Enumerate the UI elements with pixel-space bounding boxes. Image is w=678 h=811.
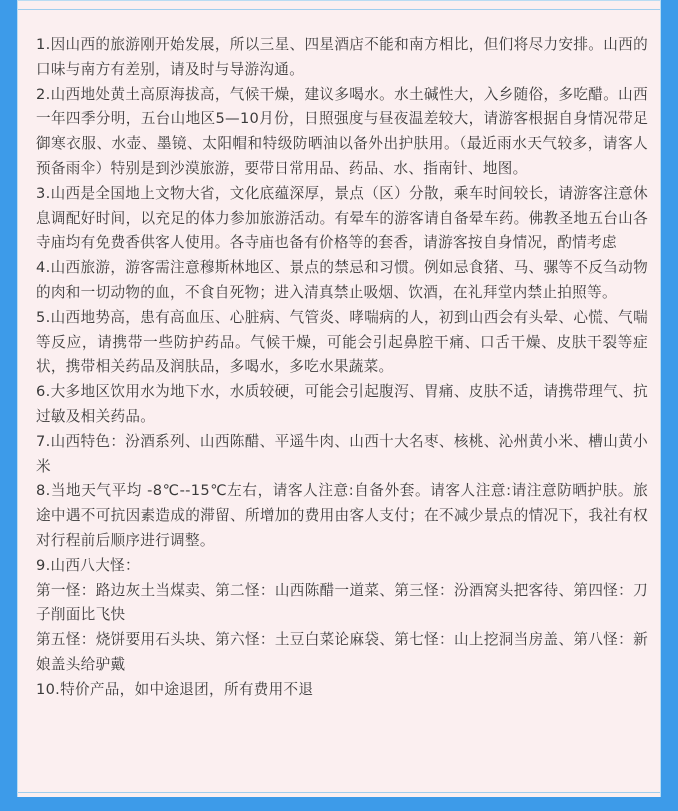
notice-panel: [17, 0, 661, 797]
note-9-oddities-1-4: 第一怪：路边灰土当煤卖、第二怪：山西陈醋一道菜、第三怪：汾酒窝头把客待、第四怪：刀子削面比飞快: [36, 581, 648, 624]
note-5: 5.山西地势高，患有高血压、心脏病、气管炎、哮喘病的人，初到山西会有头晕、心慌、气喘等反应，请携带一些防护药品。气候干燥，可能会引起鼻腔干痛、口舌干燥、皮肤干裂等症状，携带相关药品及润肤品，多喝水，多吃水果蔬菜。: [36, 308, 648, 376]
note-9-heading: 9.山西八大怪：: [36, 556, 140, 574]
note-4: 4.山西旅游，游客需注意穆斯林地区、景点的禁忌和习惯。例如忌食猪、马、骡等不反刍动物的肉和一切动物的血，不食自死物；进入清真禁止吸烟、饮酒，在礼拜堂内禁止拍照等。: [36, 259, 648, 301]
bottom-divider: [18, 792, 660, 793]
note-3: 3.山西是全国地上文物大省，文化底蕴深厚，景点（区）分散，乘车时间较长，请游客注意休息调配好时间，以充足的体力参加旅游活动。有晕车的游客请自备晕车药。佛教圣地五台山各寺庙均有免费香供客人使用。各寺庙也备有价格等的套香，请游客按自身情况，酌情考虑: [36, 184, 648, 252]
note-2: 2.山西地处黄土高原海拔高，气候干燥，建议多喝水。水土碱性大，入乡随俗，多吃醋。山西一年四季分明，五台山地区5—10月份，日照强度与昼夜温差较大，请游客根据自身情况带足御寒衣服、水壶、墨镜、太阳帽和特级防晒油以备外出护肤用。（最近雨水天气较多，请客人预备雨伞）特别是到沙漠旅游，要带日常用品、药品、水、指南针、地图。: [36, 85, 648, 177]
note-7: 7.山西特色：汾酒系列、山西陈醋、平遥牛肉、山西十大名枣、核桃、沁州黄小米、槽山黄小米: [36, 432, 648, 475]
note-9-oddities-5-8: 第五怪：烧饼要用石头块、第六怪：土豆白菜论麻袋、第七怪：山上挖洞当房盖、第八怪：新娘盖头给驴戴: [36, 631, 648, 673]
top-divider: [18, 9, 660, 10]
note-10: 10.特价产品，如中途退团，所有费用不退: [36, 680, 314, 698]
note-6: 6.大多地区饮用水为地下水，水质较硬，可能会引起腹泻、胃痛、皮肤不适，请携带理气、抗过敏及相关药品。: [36, 383, 648, 425]
note-8: 8.当地天气平均 -8℃--15℃左右，请客人注意:自备外套。请客人注意:请注意防晒护肤。旅途中遇不可抗因素造成的滞留、所增加的费用由客人支付；在不减少景点的情况下，我社有权对行程前后顺序进行调整。: [36, 482, 648, 549]
note-1: 1.因山西的旅游刚开始发展，所以三星、四星酒店不能和南方相比，但们将尽力安排。山西的口味与南方有差别，请及时与导游沟通。: [36, 36, 648, 78]
travel-notes: [36, 33, 648, 703]
